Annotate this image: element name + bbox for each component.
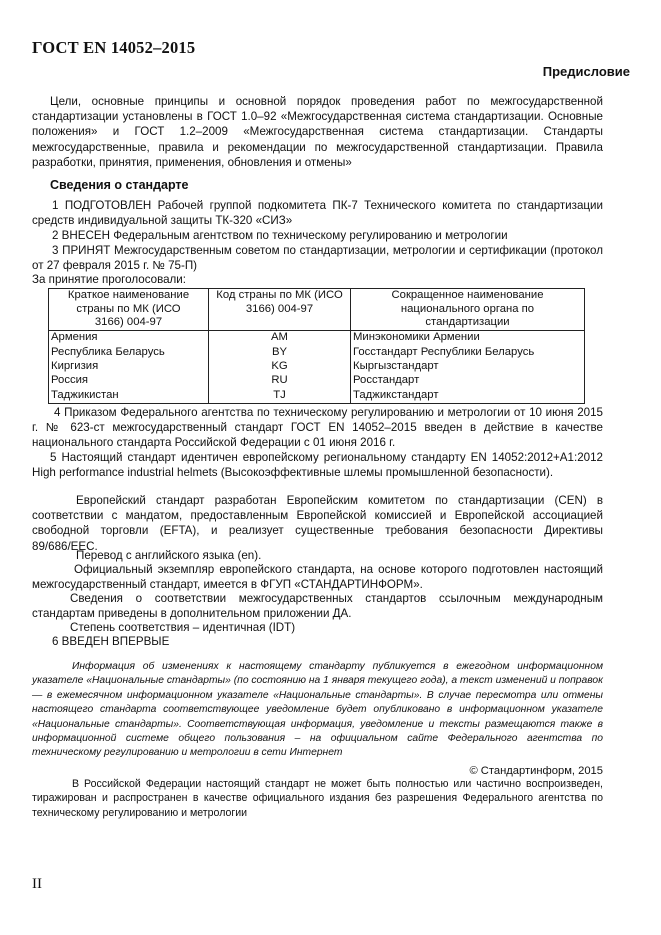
cell-code: BY <box>209 345 351 359</box>
item-4: 4 Приказом Федерального агентства по техническому регулированию и метрологии от 10 июня 2015 г. № 623-ст межгосударственный стандарт ГОСТ EN 14052–2015 введен в действие в качестве национального стандарта Российской Федерации с 01 июня 2016 г. <box>32 406 603 450</box>
table-row <box>49 360 585 374</box>
cell-body: Минэкономики Армении <box>351 330 585 345</box>
cen-note: Европейский стандарт разработан Европейским комитетом по стандартизации (CEN) в соответствии с мандатом, предоставленным Европейской комиссией и Европейской ассоциацией свободной торговли (EFTA), и реализует существенные требования безопасности Директивы 89/686/EEC. <box>32 494 603 553</box>
copyright: © Стандартинформ, 2015 <box>469 765 603 777</box>
cell-body: Росстандарт <box>351 374 585 388</box>
cell-country: Россия <box>49 374 209 388</box>
item-1: 1 ПОДГОТОВЛЕН Рабочей группой подкомитета ПК-7 Технического комитета по стандартизации средств индивидуальной защиты ТК-320 «СИЗ» <box>32 199 603 228</box>
info-notice <box>32 660 603 761</box>
section-heading: Сведения о стандарте <box>50 178 189 192</box>
cell-country: Таджикистан <box>49 388 209 403</box>
table-header-row <box>49 289 585 331</box>
conformity-note: Сведения о соответствии межгосударственных стандартов ссылочным международным стандартам приведены в дополнительном приложении ДА. <box>32 592 603 621</box>
document-header: ГОСТ EN 14052–2015 <box>32 38 196 57</box>
translation-note: Перевод с английского языка (en). <box>76 549 262 562</box>
cell-country: Киргизия <box>49 360 209 374</box>
info-text: Информация об изменениях к настоящему стандарту публикуется в ежегодном информационном указателе «Национальные стандарты» (по состоянию на 1 января текущего года), а текст изменений и поправок — в ежемесячном информационном указателе «Национальные стандарты». В случае пересмотра или отмены настоящего стандарта соответствующее уведомление будет опубликовано в информационном указателе «Национальные стандарты». Соответствующая информация, уведомление и тексты размещаются также в информационной системе общего пользования – на официальном сайте Федерального агентства по техническому регулированию и метрологии в сети Интернет <box>32 661 603 759</box>
page-number: II <box>32 876 42 892</box>
table-row <box>49 330 585 345</box>
rf-notice: В Российской Федерации настоящий стандарт не может быть полностью или частично воспроизведен, тиражирован и распространен в качестве официального издания без разрешения Федерального агентства по техническому регулированию и метрологии <box>32 778 603 819</box>
item-6: 6 ВВЕДЕН ВПЕРВЫЕ <box>52 635 170 648</box>
preface-paragraph: Цели, основные принципы и основной порядок проведения работ по межгосударственной стандартизации установлены в ГОСТ 1.0–92 «Межгосударственная система стандартизации. Основные положения» и ГОСТ 1.2–2009 «Межгосударственная система стандартизации. Стандарты межгосударственные, правила и рекомендации по межгосударственной стандартизации. Правила разработки, принятия, применения, обновления и отмены» <box>32 95 603 169</box>
cell-body: Госстандарт Республики Беларусь <box>351 345 585 359</box>
item-3: 3 ПРИНЯТ Межгосударственным советом по стандартизации, метрологии и сертификации (протокол от 27 февраля 2015 г. № 75-П) <box>32 244 603 273</box>
item-5: 5 Настоящий стандарт идентичен европейскому региональному стандарту EN 14052:2012+A1:2012 High performance industrial helmets (Высокоэффективные шлемы промышленной безопасности). <box>32 451 603 480</box>
table-row <box>49 374 585 388</box>
table-header-country: Краткое наименование страны по МК (ИСО 3166) 004-97 <box>49 289 209 331</box>
item-2: 2 ВНЕСЕН Федеральным агентством по техническому регулированию и метрологии <box>52 229 508 242</box>
degree-note: Степень соответствия – идентичная (IDT) <box>70 621 296 634</box>
table-row <box>49 345 585 359</box>
cell-code: RU <box>209 374 351 388</box>
cell-body: Таджикстандарт <box>351 388 585 403</box>
cell-code: TJ <box>209 388 351 403</box>
table-row <box>49 388 585 403</box>
cell-body: Кыргызстандарт <box>351 360 585 374</box>
page-title: Предисловие <box>542 64 630 79</box>
voted-label: За принятие проголосовали: <box>32 273 187 286</box>
table-header-code: Код страны по МК (ИСО 3166) 004-97 <box>209 289 351 331</box>
page-title-wrap <box>0 64 630 79</box>
cell-code: AM <box>209 330 351 345</box>
official-copy-note: Официальный экземпляр европейского стандарта, на основе которого подготовлен настоящий межгосударственный стандарт, имеется в ФГУП «СТАНДАРТИНФОРМ». <box>32 563 603 592</box>
table-header-body: Сокращенное наименование национального органа по стандартизации <box>351 289 585 331</box>
member-states-table <box>48 288 585 404</box>
cell-country: Республика Беларусь <box>49 345 209 359</box>
cell-code: KG <box>209 360 351 374</box>
cell-country: Армения <box>49 330 209 345</box>
